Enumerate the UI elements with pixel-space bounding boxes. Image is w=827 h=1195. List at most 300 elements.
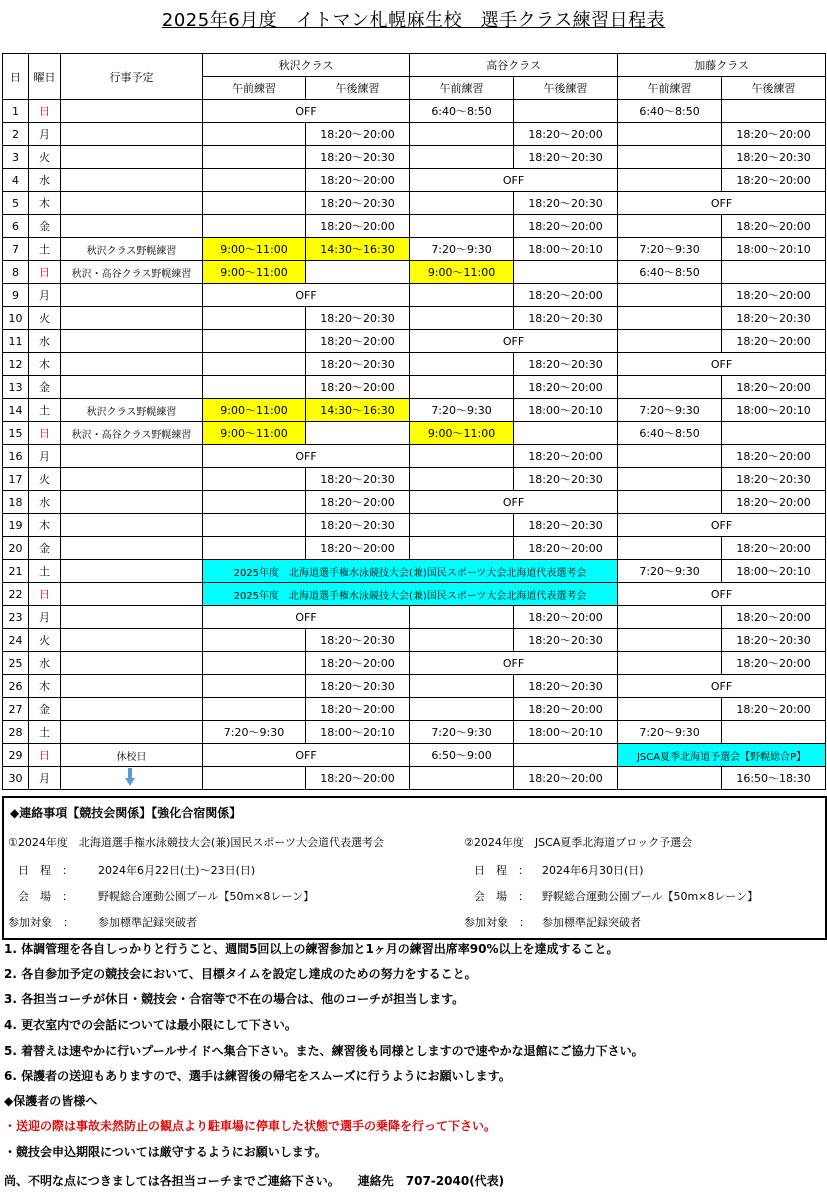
day-cell: 18 bbox=[3, 491, 29, 514]
event-2-venue-label: 会 場 ： bbox=[474, 890, 529, 903]
weekday-cell: 日 bbox=[29, 744, 61, 767]
schedule-cell: 7:20～9:30 bbox=[203, 721, 306, 744]
event-2-date: 2024年6月30日(日) bbox=[542, 864, 644, 877]
schedule-cell bbox=[203, 330, 306, 353]
day-cell: 13 bbox=[3, 376, 29, 399]
schedule-cell: 18:20～20:30 bbox=[306, 192, 410, 215]
header-pm: 午後練習 bbox=[722, 77, 826, 100]
event-cell bbox=[61, 675, 203, 698]
day-cell: 10 bbox=[3, 307, 29, 330]
arrow-down-icon bbox=[125, 768, 135, 786]
weekday-cell: 月 bbox=[29, 284, 61, 307]
schedule-cell bbox=[514, 100, 618, 123]
table-row bbox=[3, 652, 826, 675]
schedule-cell: JSCA夏季北海道予選会【野幌総合P】 bbox=[618, 744, 826, 767]
schedule-cell: 7:20～9:30 bbox=[410, 238, 514, 261]
event-cell bbox=[61, 284, 203, 307]
table-row bbox=[3, 721, 826, 744]
event-cell bbox=[61, 606, 203, 629]
schedule-cell bbox=[618, 307, 722, 330]
table-row bbox=[3, 238, 826, 261]
day-cell: 21 bbox=[3, 560, 29, 583]
schedule-cell: 2025年度 北海道選手権水泳競技大会(兼)国民スポーツ大会北海道代表選考会 bbox=[203, 583, 618, 606]
schedule-cell bbox=[203, 146, 306, 169]
schedule-cell: 18:20～20:30 bbox=[306, 307, 410, 330]
day-cell: 23 bbox=[3, 606, 29, 629]
schedule-cell: 18:20～20:30 bbox=[722, 307, 826, 330]
event-cell bbox=[61, 123, 203, 146]
schedule-cell: 14:30～16:30 bbox=[306, 238, 410, 261]
schedule-cell bbox=[203, 767, 306, 790]
table-row bbox=[3, 284, 826, 307]
event-cell bbox=[61, 468, 203, 491]
schedule-cell: 18:20～20:00 bbox=[306, 698, 410, 721]
schedule-cell: 18:20～20:30 bbox=[306, 675, 410, 698]
schedule-cell bbox=[514, 261, 618, 284]
schedule-table bbox=[2, 53, 826, 790]
schedule-cell: 2025年度 北海道選手権水泳競技大会(兼)国民スポーツ大会北海道代表選考会 bbox=[203, 560, 618, 583]
schedule-cell: 18:20～20:30 bbox=[514, 675, 618, 698]
event-cell bbox=[61, 560, 203, 583]
schedule-cell: 18:20～20:30 bbox=[306, 514, 410, 537]
schedule-cell: OFF bbox=[618, 514, 826, 537]
table-row bbox=[3, 445, 826, 468]
event-1-target-label: 参加対象 ： bbox=[8, 916, 74, 929]
header-weekday: 曜日 bbox=[29, 54, 61, 100]
event-2-date-label: 日 程 ： bbox=[474, 864, 529, 877]
schedule-cell bbox=[203, 307, 306, 330]
header-class-kato: 加藤クラス bbox=[618, 54, 826, 77]
schedule-cell bbox=[722, 422, 826, 445]
schedule-cell bbox=[410, 514, 514, 537]
header-pm: 午後練習 bbox=[306, 77, 410, 100]
schedule-cell: 18:20～20:00 bbox=[514, 537, 618, 560]
schedule-cell: OFF bbox=[203, 606, 410, 629]
weekday-cell: 水 bbox=[29, 652, 61, 675]
schedule-cell: OFF bbox=[618, 675, 826, 698]
schedule-cell: 18:00～20:10 bbox=[514, 399, 618, 422]
event-2-target-label: 参加対象 ： bbox=[464, 916, 530, 929]
schedule-cell: 18:20～20:00 bbox=[514, 445, 618, 468]
event-2-name: ②2024年度 JSCA夏季北海道ブロック予選会 bbox=[464, 836, 693, 849]
day-cell: 11 bbox=[3, 330, 29, 353]
schedule-cell bbox=[203, 169, 306, 192]
day-cell: 3 bbox=[3, 146, 29, 169]
rule-item: 1. 体調管理を各自しっかりと行うこと、週間5回以上の練習参加と1ヶ月の練習出席率90%以上を達成すること。 bbox=[4, 942, 619, 956]
schedule-cell: 18:00～20:10 bbox=[722, 399, 826, 422]
guardian-note: ・競技会申込期限については厳守するようにお願いします。 bbox=[4, 1145, 327, 1159]
event-1-target: 参加標準記録突破者 bbox=[98, 916, 197, 929]
schedule-cell: 18:20～20:30 bbox=[306, 468, 410, 491]
day-cell: 29 bbox=[3, 744, 29, 767]
schedule-cell: 18:20～20:30 bbox=[514, 514, 618, 537]
event-cell bbox=[61, 698, 203, 721]
event-1-venue-label: 会 場 ： bbox=[18, 890, 73, 903]
table-row bbox=[3, 606, 826, 629]
weekday-cell: 木 bbox=[29, 514, 61, 537]
schedule-cell: 18:20～20:30 bbox=[306, 146, 410, 169]
schedule-cell bbox=[306, 261, 410, 284]
schedule-cell: 18:20～20:00 bbox=[306, 169, 410, 192]
table-row bbox=[3, 468, 826, 491]
schedule-cell bbox=[203, 698, 306, 721]
schedule-cell: 6:40～8:50 bbox=[618, 100, 722, 123]
schedule-cell: 18:20～20:00 bbox=[306, 767, 410, 790]
schedule-cell: 6:40～8:50 bbox=[618, 261, 722, 284]
schedule-cell bbox=[203, 491, 306, 514]
table-row bbox=[3, 192, 826, 215]
schedule-cell bbox=[410, 146, 514, 169]
day-cell: 5 bbox=[3, 192, 29, 215]
schedule-cell bbox=[618, 376, 722, 399]
day-cell: 1 bbox=[3, 100, 29, 123]
schedule-cell: 9:00～11:00 bbox=[203, 238, 306, 261]
rule-item: 5. 着替えは速やかに行いプールサイドへ集合下さい。また、練習後も同様としますので速やかな退館にご協力下さい。 bbox=[4, 1044, 644, 1058]
header-class-takaya: 高谷クラス bbox=[410, 54, 618, 77]
schedule-cell bbox=[203, 652, 306, 675]
event-cell: 秋沢・高谷クラス野幌練習 bbox=[61, 422, 203, 445]
day-cell: 26 bbox=[3, 675, 29, 698]
schedule-cell bbox=[410, 767, 514, 790]
schedule-cell: 18:20～20:00 bbox=[306, 330, 410, 353]
event-cell bbox=[61, 330, 203, 353]
schedule-cell: 18:20～20:00 bbox=[514, 376, 618, 399]
table-row bbox=[3, 353, 826, 376]
schedule-cell: 18:20～20:30 bbox=[514, 307, 618, 330]
schedule-cell: 18:20～20:00 bbox=[306, 376, 410, 399]
schedule-cell: 16:50～18:30 bbox=[722, 767, 826, 790]
schedule-cell bbox=[410, 629, 514, 652]
schedule-cell: 6:50～9:00 bbox=[410, 744, 514, 767]
event-cell bbox=[61, 537, 203, 560]
schedule-cell: OFF bbox=[410, 330, 618, 353]
schedule-cell: 14:30～16:30 bbox=[306, 399, 410, 422]
schedule-cell: 9:00～11:00 bbox=[410, 261, 514, 284]
schedule-cell bbox=[722, 261, 826, 284]
schedule-cell bbox=[514, 744, 618, 767]
schedule-cell: 7:20～9:30 bbox=[618, 399, 722, 422]
schedule-cell bbox=[203, 468, 306, 491]
weekday-cell: 金 bbox=[29, 215, 61, 238]
table-row bbox=[3, 261, 826, 284]
schedule-cell bbox=[410, 123, 514, 146]
notice-heading: ◆連絡事項【競技会関係】【強化合宿関係】 bbox=[10, 806, 242, 820]
schedule-cell: 18:20～20:00 bbox=[306, 537, 410, 560]
schedule-cell: 18:20～20:30 bbox=[514, 353, 618, 376]
day-cell: 9 bbox=[3, 284, 29, 307]
event-1-date: 2024年6月22日(土)～23日(日) bbox=[98, 864, 256, 877]
table-row bbox=[3, 330, 826, 353]
schedule-cell: 9:00～11:00 bbox=[203, 399, 306, 422]
schedule-cell: 18:20～20:30 bbox=[722, 146, 826, 169]
schedule-cell: 7:20～9:30 bbox=[410, 399, 514, 422]
weekday-cell: 水 bbox=[29, 330, 61, 353]
schedule-cell: 18:20～20:00 bbox=[722, 606, 826, 629]
schedule-cell: OFF bbox=[410, 491, 618, 514]
schedule-cell bbox=[203, 514, 306, 537]
weekday-cell: 金 bbox=[29, 698, 61, 721]
schedule-cell bbox=[203, 123, 306, 146]
event-cell bbox=[61, 307, 203, 330]
event-cell bbox=[61, 100, 203, 123]
weekday-cell: 火 bbox=[29, 468, 61, 491]
schedule-cell bbox=[203, 376, 306, 399]
table-row bbox=[3, 675, 826, 698]
schedule-cell: 18:20～20:00 bbox=[514, 123, 618, 146]
schedule-cell bbox=[618, 169, 722, 192]
schedule-cell: 18:20～20:00 bbox=[514, 767, 618, 790]
schedule-cell: 18:20～20:00 bbox=[306, 491, 410, 514]
weekday-cell: 金 bbox=[29, 537, 61, 560]
table-row bbox=[3, 514, 826, 537]
table-row bbox=[3, 100, 826, 123]
day-cell: 4 bbox=[3, 169, 29, 192]
schedule-cell: 18:00～20:10 bbox=[722, 238, 826, 261]
weekday-cell: 土 bbox=[29, 560, 61, 583]
header-am: 午前練習 bbox=[410, 77, 514, 100]
table-row bbox=[3, 744, 826, 767]
weekday-cell: 日 bbox=[29, 261, 61, 284]
schedule-cell: 18:20～20:00 bbox=[306, 123, 410, 146]
schedule-cell bbox=[618, 606, 722, 629]
schedule-cell bbox=[410, 284, 514, 307]
weekday-cell: 土 bbox=[29, 399, 61, 422]
schedule-cell: 18:20～20:00 bbox=[306, 652, 410, 675]
schedule-cell bbox=[618, 215, 722, 238]
schedule-cell: 18:20～20:00 bbox=[722, 491, 826, 514]
schedule-cell: 18:00～20:10 bbox=[514, 721, 618, 744]
event-cell bbox=[61, 192, 203, 215]
schedule-cell: 9:00～11:00 bbox=[203, 261, 306, 284]
rule-item: 2. 各自参加予定の競技会において、目標タイムを設定し達成のための努力をすること。 bbox=[4, 967, 477, 981]
schedule-body bbox=[3, 100, 826, 790]
schedule-cell bbox=[410, 606, 514, 629]
schedule-cell: 18:00～20:10 bbox=[306, 721, 410, 744]
weekday-cell: 月 bbox=[29, 445, 61, 468]
schedule-cell bbox=[514, 422, 618, 445]
rule-item: 6. 保護者の送迎もありますので、選手は練習後の帰宅をスムーズに行うようにお願いします。 bbox=[4, 1069, 511, 1083]
schedule-cell: 18:20～20:00 bbox=[514, 215, 618, 238]
day-cell: 12 bbox=[3, 353, 29, 376]
header-pm: 午後練習 bbox=[514, 77, 618, 100]
schedule-cell: 9:00～11:00 bbox=[203, 422, 306, 445]
weekday-cell: 火 bbox=[29, 307, 61, 330]
schedule-cell bbox=[722, 100, 826, 123]
schedule-cell: 7:20～9:30 bbox=[618, 560, 722, 583]
schedule-cell: OFF bbox=[203, 445, 410, 468]
day-cell: 2 bbox=[3, 123, 29, 146]
schedule-cell bbox=[203, 629, 306, 652]
event-cell: 秋沢クラス野幌練習 bbox=[61, 399, 203, 422]
schedule-cell: 18:20～20:30 bbox=[722, 468, 826, 491]
schedule-cell: 18:20～20:00 bbox=[722, 215, 826, 238]
schedule-cell: 18:20～20:00 bbox=[722, 698, 826, 721]
schedule-cell: 18:20～20:30 bbox=[514, 146, 618, 169]
weekday-cell: 火 bbox=[29, 146, 61, 169]
day-cell: 7 bbox=[3, 238, 29, 261]
day-cell: 19 bbox=[3, 514, 29, 537]
schedule-cell bbox=[618, 284, 722, 307]
schedule-cell bbox=[618, 698, 722, 721]
schedule-cell bbox=[410, 192, 514, 215]
event-2-venue: 野幌総合運動公園プール【50m×8レーン】 bbox=[542, 890, 759, 903]
day-cell: 8 bbox=[3, 261, 29, 284]
schedule-cell bbox=[618, 629, 722, 652]
schedule-cell bbox=[618, 491, 722, 514]
schedule-cell bbox=[618, 445, 722, 468]
schedule-cell: 18:20～20:00 bbox=[722, 652, 826, 675]
weekday-cell: 木 bbox=[29, 192, 61, 215]
schedule-cell: 18:20～20:30 bbox=[722, 629, 826, 652]
schedule-cell bbox=[618, 123, 722, 146]
guardian-heading: ◆保護者の皆様へ bbox=[4, 1094, 98, 1108]
table-row bbox=[3, 123, 826, 146]
schedule-cell bbox=[410, 376, 514, 399]
weekday-cell: 土 bbox=[29, 721, 61, 744]
schedule-cell: OFF bbox=[410, 169, 618, 192]
schedule-cell: 18:20～20:00 bbox=[722, 537, 826, 560]
schedule-cell: OFF bbox=[618, 583, 826, 606]
schedule-cell: 7:20～9:30 bbox=[618, 721, 722, 744]
event-cell bbox=[61, 146, 203, 169]
schedule-cell bbox=[203, 353, 306, 376]
weekday-cell: 土 bbox=[29, 238, 61, 261]
schedule-cell bbox=[618, 146, 722, 169]
schedule-cell: 18:00～20:10 bbox=[514, 238, 618, 261]
table-row bbox=[3, 537, 826, 560]
event-1-name: ①2024年度 北海道選手権水泳競技大会(兼)国民スポーツ大会道代表選考会 bbox=[8, 836, 384, 849]
weekday-cell: 月 bbox=[29, 606, 61, 629]
schedule-cell bbox=[203, 192, 306, 215]
schedule-cell: OFF bbox=[618, 192, 826, 215]
schedule-cell bbox=[203, 215, 306, 238]
schedule-cell: 18:20～20:00 bbox=[722, 376, 826, 399]
footer-contact: 尚、不明な点につきましては各担当コーチまでご連絡下さい。 連絡先 707-2040(代表) bbox=[4, 1174, 505, 1188]
schedule-cell bbox=[410, 353, 514, 376]
rule-item: 4. 更衣室内での会話については最小限にして下さい。 bbox=[4, 1018, 297, 1032]
schedule-cell: 18:20～20:00 bbox=[514, 698, 618, 721]
header-day: 日 bbox=[3, 54, 29, 100]
weekday-cell: 水 bbox=[29, 169, 61, 192]
day-cell: 16 bbox=[3, 445, 29, 468]
schedule-cell: 7:20～9:30 bbox=[410, 721, 514, 744]
schedule-cell: 18:20～20:00 bbox=[306, 215, 410, 238]
schedule-cell: 18:20～20:00 bbox=[722, 445, 826, 468]
day-cell: 6 bbox=[3, 215, 29, 238]
schedule-cell bbox=[410, 675, 514, 698]
table-row bbox=[3, 491, 826, 514]
day-cell: 17 bbox=[3, 468, 29, 491]
day-cell: 24 bbox=[3, 629, 29, 652]
schedule-cell: 6:40～8:50 bbox=[618, 422, 722, 445]
schedule-cell: 9:00～11:00 bbox=[410, 422, 514, 445]
schedule-cell bbox=[410, 698, 514, 721]
schedule-cell bbox=[410, 537, 514, 560]
event-cell: 秋沢クラス野幌練習 bbox=[61, 238, 203, 261]
weekday-cell: 火 bbox=[29, 629, 61, 652]
schedule-cell: OFF bbox=[203, 284, 410, 307]
event-cell bbox=[61, 491, 203, 514]
schedule-cell: 18:20～20:30 bbox=[514, 192, 618, 215]
schedule-cell: 18:20～20:00 bbox=[514, 606, 618, 629]
weekday-cell: 日 bbox=[29, 583, 61, 606]
schedule-cell bbox=[618, 330, 722, 353]
schedule-cell: OFF bbox=[203, 100, 410, 123]
schedule-cell bbox=[410, 307, 514, 330]
schedule-cell: 18:20～20:30 bbox=[306, 353, 410, 376]
schedule-cell: OFF bbox=[203, 744, 410, 767]
schedule-cell bbox=[203, 537, 306, 560]
table-row bbox=[3, 422, 826, 445]
event-cell bbox=[61, 376, 203, 399]
weekday-cell: 水 bbox=[29, 491, 61, 514]
day-cell: 20 bbox=[3, 537, 29, 560]
schedule-cell: 18:20～20:00 bbox=[722, 123, 826, 146]
table-row bbox=[3, 376, 826, 399]
schedule-cell: 7:20～9:30 bbox=[618, 238, 722, 261]
schedule-cell: 18:20～20:00 bbox=[722, 330, 826, 353]
table-row bbox=[3, 583, 826, 606]
day-cell: 28 bbox=[3, 721, 29, 744]
event-cell bbox=[61, 215, 203, 238]
notice-box bbox=[2, 796, 827, 940]
schedule-cell bbox=[618, 468, 722, 491]
day-cell: 30 bbox=[3, 767, 29, 790]
schedule-cell bbox=[306, 422, 410, 445]
schedule-cell: 18:20～20:30 bbox=[514, 629, 618, 652]
table-row bbox=[3, 698, 826, 721]
event-1-date-label: 日 程 ： bbox=[18, 864, 73, 877]
event-cell bbox=[61, 629, 203, 652]
table-row bbox=[3, 560, 826, 583]
event-cell bbox=[61, 583, 203, 606]
schedule-cell bbox=[410, 468, 514, 491]
schedule-cell bbox=[618, 652, 722, 675]
page-title: 2025年6月度 イトマン札幌麻生校 選手クラス練習日程表 bbox=[161, 10, 666, 31]
event-cell bbox=[61, 721, 203, 744]
event-cell: 休校日 bbox=[61, 744, 203, 767]
schedule-cell: 18:20～20:00 bbox=[722, 169, 826, 192]
event-2-target: 参加標準記録突破者 bbox=[542, 916, 641, 929]
weekday-cell: 日 bbox=[29, 100, 61, 123]
weekday-cell: 日 bbox=[29, 422, 61, 445]
event-cell bbox=[61, 353, 203, 376]
schedule-cell: 6:40～8:50 bbox=[410, 100, 514, 123]
event-cell bbox=[61, 652, 203, 675]
header-am: 午前練習 bbox=[618, 77, 722, 100]
schedule-cell bbox=[618, 767, 722, 790]
table-row bbox=[3, 629, 826, 652]
day-cell: 15 bbox=[3, 422, 29, 445]
schedule-cell bbox=[203, 675, 306, 698]
schedule-cell bbox=[410, 215, 514, 238]
schedule-cell: 18:20～20:30 bbox=[514, 468, 618, 491]
weekday-cell: 月 bbox=[29, 767, 61, 790]
table-row bbox=[3, 169, 826, 192]
event-cell: 秋沢・高谷クラス野幌練習 bbox=[61, 261, 203, 284]
schedule-cell: 18:20～20:00 bbox=[722, 284, 826, 307]
table-row bbox=[3, 215, 826, 238]
rule-item: 3. 各担当コーチが休日・競技会・合宿等で不在の場合は、他のコーチが担当します。 bbox=[4, 992, 465, 1006]
schedule-cell: 18:20～20:30 bbox=[306, 629, 410, 652]
header-event: 行事予定 bbox=[61, 54, 203, 100]
weekday-cell: 木 bbox=[29, 353, 61, 376]
day-cell: 27 bbox=[3, 698, 29, 721]
day-cell: 14 bbox=[3, 399, 29, 422]
table-row bbox=[3, 146, 826, 169]
schedule-cell bbox=[410, 445, 514, 468]
table-row bbox=[3, 307, 826, 330]
